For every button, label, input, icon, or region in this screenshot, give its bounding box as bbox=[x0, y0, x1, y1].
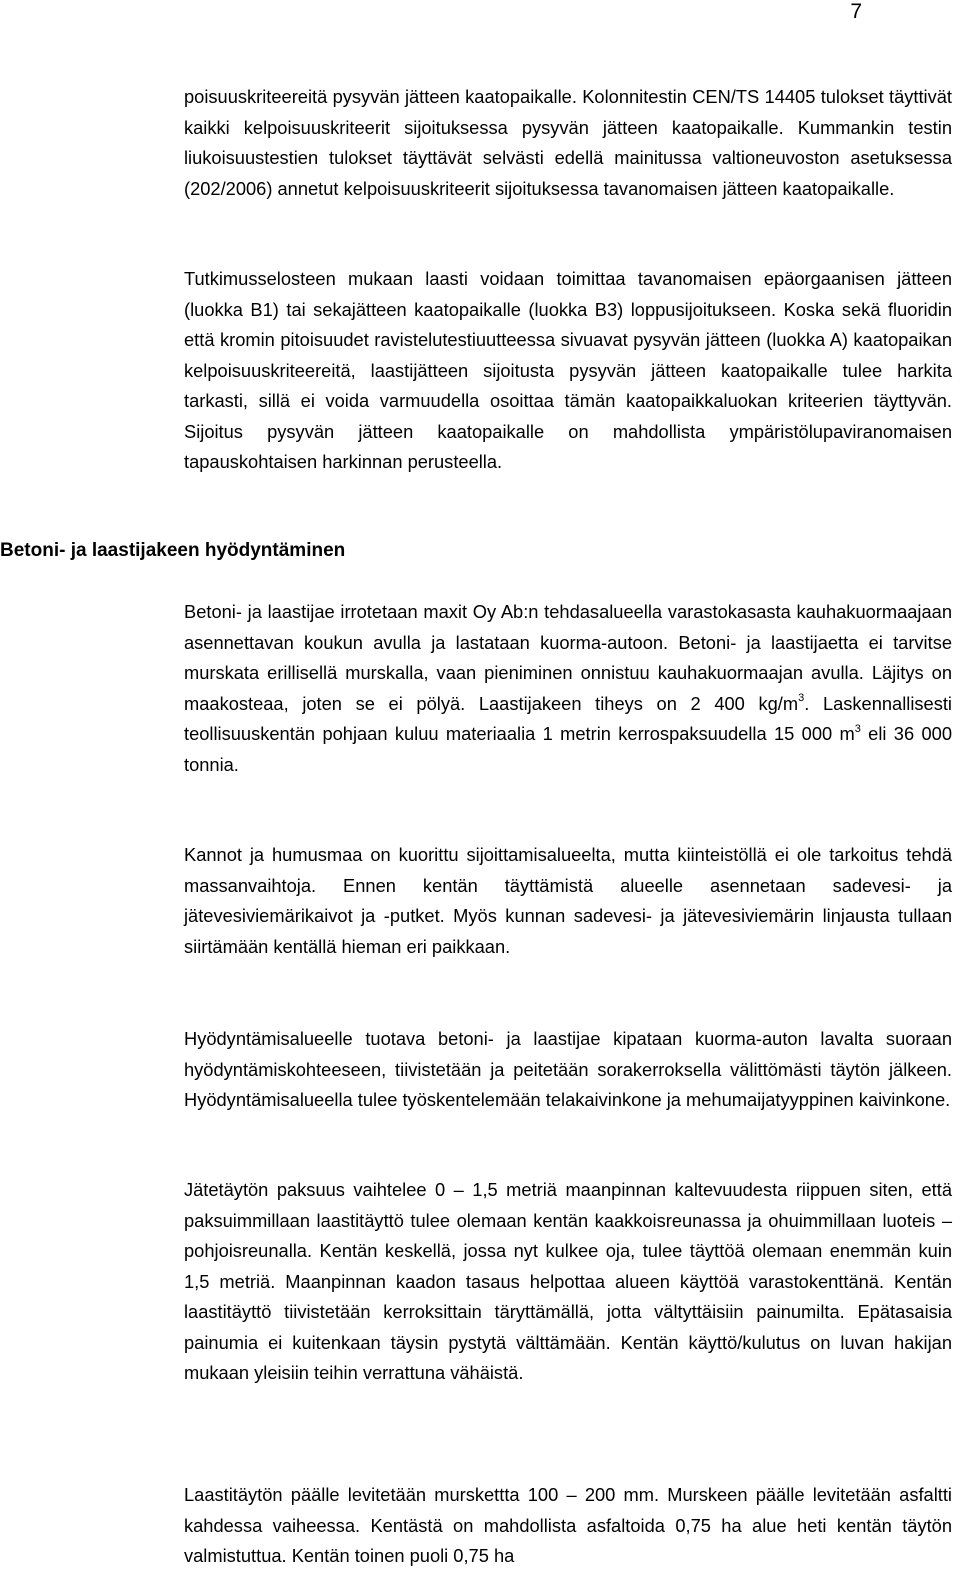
paragraph-placement: Hyödyntämisalueelle tuotava betoni- ja laastijae kipataan kuorma-auton lavalta suoraan hyödyntämiskohteeseen, tiivistetään ja peitetään sorakerroksella välittömästi täytön jälkeen. Hyödyntämisalueella tulee työskentelemään telakaivinkone ja mehumaijatyyppinen kaivinkone. bbox=[184, 1028, 952, 1110]
paragraph-fill-thickness: Jätetäytön paksuus vaihtelee 0 – 1,5 metriä maanpinnan kaltevuudesta riippuen siten, että paksuimmillaan laastitäyttö tulee olemaan kentän kaakkoisreunassa ja ohuimmillaan luoteis – pohjoisreunalla. Kentän keskellä, jossa nyt kulkee oja, tulee täyttöä olemaan enemmän kuin 1,5 metriä. Maanpinnan kaadon tasaus helpottaa alueen käyttöä varastokenttänä. Kentän laastitäyttö tiivistetään kerroksittain täryttämällä, jotta vältyttäisiin painumilta. Epätasaisia painumia ei kuitenkaan täysin pystytä välttämään. Kentän käyttö/kulutus on luvan hakijan mukaan yleisiin teihin verrattuna vähäistä. bbox=[184, 1179, 952, 1383]
superscript: 3 bbox=[798, 692, 805, 705]
text-run: eli 36 000 tonnia. bbox=[184, 723, 952, 775]
paragraph-disposal-options: Tutkimusselosteen mukaan laasti voidaan toimittaa tavanomaisen epäorgaanisen jätteen (luokka B1) tai sekajätteen kaatopaikalle (luokka B3) loppusijoitukseen. Koska sekä fluoridin että kromin pitoisuudet ravistelutestiuutteessa sivuavat pysyvän jätteen (luokka A) kaatopaikan kelpoisuuskriteereitä, laastijätteen sijoitusta pysyvän jätteen kaatopaikalle tulee harkita tarkasti, sillä ei voida varmuudella osoittaa tämän kaatopaikkaluokan kriteerien täyttyvän. Sijoitus pysyvän jätteen kaatopaikalle on mahdollista ympäristölupaviranomaisen tapauskohtaisen harkinnan perusteella. bbox=[184, 268, 952, 472]
page-number: 7 bbox=[850, 0, 862, 23]
paragraph-site-preparation: Kannot ja humusmaa on kuorittu sijoittamisalueelta, mutta kiinteistöllä ei ole tarkoitus tehdä massanvaihtoja. Ennen kentän täyttämistä alueelle asennetaan sadevesi- ja jätevesiviemärikaivot ja -putket. Myös kunnan sadevesi- ja jätevesiviemärin linjausta tullaan siirtämään kentällä hieman eri paikkaan. bbox=[184, 844, 952, 957]
text-run: . Laskennallisesti teollisuuskentän pohjaan kuluu materiaalia 1 metrin kerrospaksuudella 15 000 m bbox=[184, 692, 952, 744]
paragraph-surfacing: Laastitäytön päälle levitetään murskettta 100 – 200 mm. Murskeen päälle levitetään asfaltti kahdessa vaiheessa. Kentästä on mahdollista asfaltoida 0,75 ha alue heti kentän täytön valmistuttua. Kentän toinen puoli 0,75 ha bbox=[184, 1484, 952, 1566]
section-heading: Betoni- ja laastijakeen hyödyntäminen bbox=[0, 540, 346, 561]
text-run: Betoni- ja laastijae irrotetaan maxit Oy Ab:n tehdasalueella varastokasasta kauhakuormaajaan asennettavan koukun avulla ja lastataan kuorma-autoon. Betoni- ja laastijaetta ei tarvitse murskata erillisellä murskalla, vaan pieniminen onnistuu kauhakuormaajan avulla. Läjitys on maakosteaa, joten se ei pölyä. Laastijakeen tiheys on 2 400 kg/m bbox=[184, 601, 952, 714]
paragraph-material-handling bbox=[184, 597, 952, 780]
superscript: 3 bbox=[854, 722, 861, 735]
paragraph-leaching-results: poisuuskriteereitä pysyvän jätteen kaatopaikalle. Kolonnitestin CEN/TS 14405 tulokset täyttivät kaikki kelpoisuuskriteerit sijoituksessa pysyvän jätteen kaatopaikalle. Kummankin testin liukoisuustestien tulokset täyttävät selvästi edellä mainitussa valtioneuvoston asetuksessa (202/2006) annetut kelpoisuuskriteerit sijoituksessa tavanomaisen jätteen kaatopaikalle. bbox=[184, 86, 952, 199]
